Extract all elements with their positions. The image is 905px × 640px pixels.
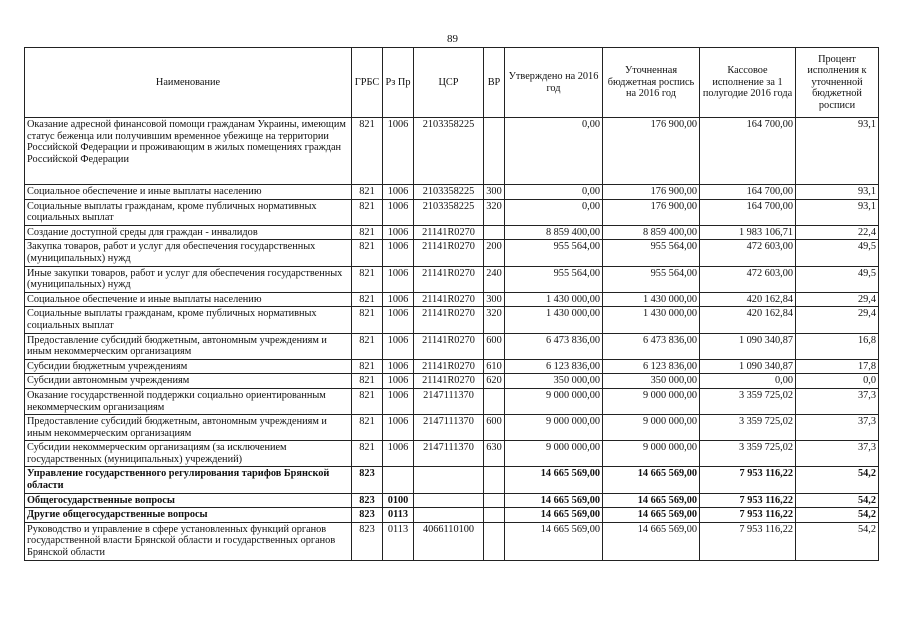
row-vr (484, 225, 505, 240)
row-grbs: 821 (352, 388, 383, 414)
row-approved: 6 473 836,00 (505, 333, 603, 359)
row-rz-pr (383, 467, 414, 493)
row-grbs: 823 (352, 522, 383, 560)
row-cash: 7 953 116,22 (700, 493, 796, 508)
table-row (25, 374, 879, 389)
row-cash: 3 359 725,02 (700, 415, 796, 441)
row-cash: 472 603,00 (700, 266, 796, 292)
row-cash: 164 700,00 (700, 199, 796, 225)
row-refined: 176 900,00 (603, 199, 700, 225)
row-approved: 14 665 569,00 (505, 508, 603, 523)
table-row (25, 441, 879, 467)
row-percent: 93,1 (796, 118, 879, 185)
table-row (25, 388, 879, 414)
row-approved: 14 665 569,00 (505, 522, 603, 560)
row-grbs: 821 (352, 292, 383, 307)
row-vr (484, 388, 505, 414)
row-vr (484, 522, 505, 560)
row-rz-pr: 1006 (383, 225, 414, 240)
table-header-row (25, 48, 879, 118)
row-csr (414, 508, 484, 523)
table-row (25, 307, 879, 333)
row-vr: 610 (484, 359, 505, 374)
row-rz-pr: 0113 (383, 508, 414, 523)
row-refined: 176 900,00 (603, 185, 700, 200)
row-name: Управление государственного регулирования тарифов Брянской области (25, 467, 352, 493)
table-row (25, 522, 879, 560)
row-rz-pr: 1006 (383, 374, 414, 389)
row-name: Оказание адресной финансовой помощи гражданам Украины, имеющим статус беженца или получившим временное убежище на территории Российской Федерации и проживающим в жилых помещениях граждан Российской Федерации (25, 118, 352, 185)
row-percent: 37,3 (796, 441, 879, 467)
row-name: Социальное обеспечение и иные выплаты населению (25, 292, 352, 307)
row-name: Социальные выплаты гражданам, кроме публичных нормативных социальных выплат (25, 199, 352, 225)
row-approved: 0,00 (505, 118, 603, 185)
row-percent: 29,4 (796, 292, 879, 307)
budget-table (24, 47, 879, 561)
row-name: Руководство и управление в сфере установленных функций органов государственной власти Брянской области и государственных органов Брянской области (25, 522, 352, 560)
row-csr: 21141R0270 (414, 359, 484, 374)
row-cash: 1 090 340,87 (700, 333, 796, 359)
row-name: Иные закупки товаров, работ и услуг для обеспечения государственных (муниципальных) нужд (25, 266, 352, 292)
row-name: Оказание государственной поддержки социально ориентированным некоммерческим организациям (25, 388, 352, 414)
row-percent: 54,2 (796, 522, 879, 560)
table-row (25, 118, 879, 185)
table-row (25, 333, 879, 359)
row-vr: 620 (484, 374, 505, 389)
table-row (25, 359, 879, 374)
row-vr (484, 508, 505, 523)
row-csr: 2103358225 (414, 199, 484, 225)
row-percent: 17,8 (796, 359, 879, 374)
header-percent: Процент исполнения к уточненной бюджетной росписи (796, 48, 879, 118)
header-csr: ЦСР (414, 48, 484, 118)
row-cash: 0,00 (700, 374, 796, 389)
row-approved: 6 123 836,00 (505, 359, 603, 374)
row-grbs: 821 (352, 333, 383, 359)
row-refined: 955 564,00 (603, 240, 700, 266)
row-refined: 9 000 000,00 (603, 415, 700, 441)
row-name: Другие общегосударственные вопросы (25, 508, 352, 523)
row-cash: 7 953 116,22 (700, 467, 796, 493)
row-refined: 350 000,00 (603, 374, 700, 389)
row-grbs: 821 (352, 199, 383, 225)
row-csr: 4066110100 (414, 522, 484, 560)
row-refined: 6 123 836,00 (603, 359, 700, 374)
table-row (25, 266, 879, 292)
row-name: Создание доступной среды для граждан - инвалидов (25, 225, 352, 240)
row-name: Социальное обеспечение и иные выплаты населению (25, 185, 352, 200)
row-cash: 164 700,00 (700, 118, 796, 185)
table-row (25, 225, 879, 240)
row-refined: 6 473 836,00 (603, 333, 700, 359)
table-row (25, 185, 879, 200)
row-csr: 2147111370 (414, 441, 484, 467)
row-approved: 8 859 400,00 (505, 225, 603, 240)
row-rz-pr: 1006 (383, 240, 414, 266)
table-row (25, 415, 879, 441)
row-refined: 176 900,00 (603, 118, 700, 185)
row-approved: 1 430 000,00 (505, 307, 603, 333)
row-refined: 1 430 000,00 (603, 307, 700, 333)
row-vr: 600 (484, 415, 505, 441)
row-grbs: 821 (352, 307, 383, 333)
table-row (25, 240, 879, 266)
row-grbs: 821 (352, 359, 383, 374)
row-vr: 630 (484, 441, 505, 467)
row-approved: 9 000 000,00 (505, 415, 603, 441)
row-vr (484, 493, 505, 508)
row-csr: 21141R0270 (414, 307, 484, 333)
row-cash: 1 090 340,87 (700, 359, 796, 374)
row-refined: 9 000 000,00 (603, 388, 700, 414)
row-name: Субсидии автономным учреждениям (25, 374, 352, 389)
row-percent: 22,4 (796, 225, 879, 240)
row-grbs: 821 (352, 415, 383, 441)
row-refined: 1 430 000,00 (603, 292, 700, 307)
row-name: Субсидии некоммерческим организациям (за исключением государственных (муниципальных) учреждений) (25, 441, 352, 467)
row-refined: 14 665 569,00 (603, 493, 700, 508)
row-percent: 29,4 (796, 307, 879, 333)
row-rz-pr: 1006 (383, 441, 414, 467)
row-approved: 955 564,00 (505, 266, 603, 292)
row-name: Социальные выплаты гражданам, кроме публичных нормативных социальных выплат (25, 307, 352, 333)
row-csr: 21141R0270 (414, 266, 484, 292)
row-cash: 3 359 725,02 (700, 441, 796, 467)
header-refined: Уточненная бюджетная роспись на 2016 год (603, 48, 700, 118)
row-vr (484, 467, 505, 493)
row-csr: 2147111370 (414, 388, 484, 414)
table-row (25, 508, 879, 523)
row-vr: 300 (484, 185, 505, 200)
row-grbs: 821 (352, 441, 383, 467)
row-cash: 420 162,84 (700, 292, 796, 307)
row-vr: 320 (484, 199, 505, 225)
row-grbs: 821 (352, 225, 383, 240)
header-grbs: ГРБС (352, 48, 383, 118)
row-rz-pr: 1006 (383, 118, 414, 185)
row-grbs: 823 (352, 467, 383, 493)
row-csr (414, 467, 484, 493)
row-name: Субсидии бюджетным учреждениям (25, 359, 352, 374)
row-rz-pr: 1006 (383, 292, 414, 307)
row-percent: 37,3 (796, 415, 879, 441)
page-number: 89 (447, 33, 458, 45)
row-approved: 955 564,00 (505, 240, 603, 266)
row-refined: 955 564,00 (603, 266, 700, 292)
row-rz-pr: 1006 (383, 388, 414, 414)
row-rz-pr: 1006 (383, 185, 414, 200)
row-approved: 14 665 569,00 (505, 467, 603, 493)
row-rz-pr: 1006 (383, 333, 414, 359)
row-refined: 14 665 569,00 (603, 522, 700, 560)
row-approved: 9 000 000,00 (505, 388, 603, 414)
row-vr: 320 (484, 307, 505, 333)
header-vr: ВР (484, 48, 505, 118)
row-percent: 37,3 (796, 388, 879, 414)
row-percent: 0,0 (796, 374, 879, 389)
row-approved: 0,00 (505, 185, 603, 200)
row-rz-pr: 1006 (383, 266, 414, 292)
row-refined: 14 665 569,00 (603, 467, 700, 493)
table-row (25, 199, 879, 225)
header-rz-pr: Рз Пр (383, 48, 414, 118)
row-percent: 54,2 (796, 508, 879, 523)
row-csr: 2103358225 (414, 185, 484, 200)
row-csr: 21141R0270 (414, 292, 484, 307)
row-grbs: 821 (352, 185, 383, 200)
row-vr: 200 (484, 240, 505, 266)
row-approved: 0,00 (505, 199, 603, 225)
row-csr: 2103358225 (414, 118, 484, 185)
row-rz-pr: 1006 (383, 307, 414, 333)
row-cash: 420 162,84 (700, 307, 796, 333)
row-approved: 350 000,00 (505, 374, 603, 389)
row-rz-pr: 0113 (383, 522, 414, 560)
row-vr: 600 (484, 333, 505, 359)
row-csr: 21141R0270 (414, 225, 484, 240)
row-refined: 8 859 400,00 (603, 225, 700, 240)
row-grbs: 823 (352, 493, 383, 508)
row-approved: 1 430 000,00 (505, 292, 603, 307)
row-refined: 9 000 000,00 (603, 441, 700, 467)
row-cash: 164 700,00 (700, 185, 796, 200)
row-rz-pr: 1006 (383, 359, 414, 374)
header-cash: Кассовое исполнение за 1 полугодие 2016 года (700, 48, 796, 118)
row-refined: 14 665 569,00 (603, 508, 700, 523)
row-grbs: 821 (352, 240, 383, 266)
row-percent: 16,8 (796, 333, 879, 359)
row-rz-pr: 0100 (383, 493, 414, 508)
row-percent: 49,5 (796, 240, 879, 266)
row-percent: 93,1 (796, 185, 879, 200)
header-approved: Утверждено на 2016 год (505, 48, 603, 118)
table-row (25, 493, 879, 508)
row-vr (484, 118, 505, 185)
table-row (25, 292, 879, 307)
row-rz-pr: 1006 (383, 199, 414, 225)
row-grbs: 821 (352, 266, 383, 292)
row-name: Общегосударственные вопросы (25, 493, 352, 508)
row-name: Закупка товаров, работ и услуг для обеспечения государственных (муниципальных) нужд (25, 240, 352, 266)
row-csr: 21141R0270 (414, 374, 484, 389)
table-row (25, 467, 879, 493)
row-vr: 240 (484, 266, 505, 292)
row-csr: 21141R0270 (414, 333, 484, 359)
row-percent: 93,1 (796, 199, 879, 225)
row-approved: 14 665 569,00 (505, 493, 603, 508)
row-grbs: 821 (352, 374, 383, 389)
row-cash: 472 603,00 (700, 240, 796, 266)
row-name: Предоставление субсидий бюджетным, автономным учреждениям и иным некоммерческим организациям (25, 333, 352, 359)
row-rz-pr: 1006 (383, 415, 414, 441)
row-cash: 7 953 116,22 (700, 508, 796, 523)
header-name: Наименование (25, 48, 352, 118)
row-cash: 3 359 725,02 (700, 388, 796, 414)
row-name: Предоставление субсидий бюджетным, автономным учреждениям и иным некоммерческим организациям (25, 415, 352, 441)
row-approved: 9 000 000,00 (505, 441, 603, 467)
row-percent: 54,2 (796, 467, 879, 493)
row-csr (414, 493, 484, 508)
row-csr: 2147111370 (414, 415, 484, 441)
row-csr: 21141R0270 (414, 240, 484, 266)
row-cash: 1 983 106,71 (700, 225, 796, 240)
row-vr: 300 (484, 292, 505, 307)
row-cash: 7 953 116,22 (700, 522, 796, 560)
row-percent: 54,2 (796, 493, 879, 508)
row-percent: 49,5 (796, 266, 879, 292)
row-grbs: 823 (352, 508, 383, 523)
row-grbs: 821 (352, 118, 383, 185)
